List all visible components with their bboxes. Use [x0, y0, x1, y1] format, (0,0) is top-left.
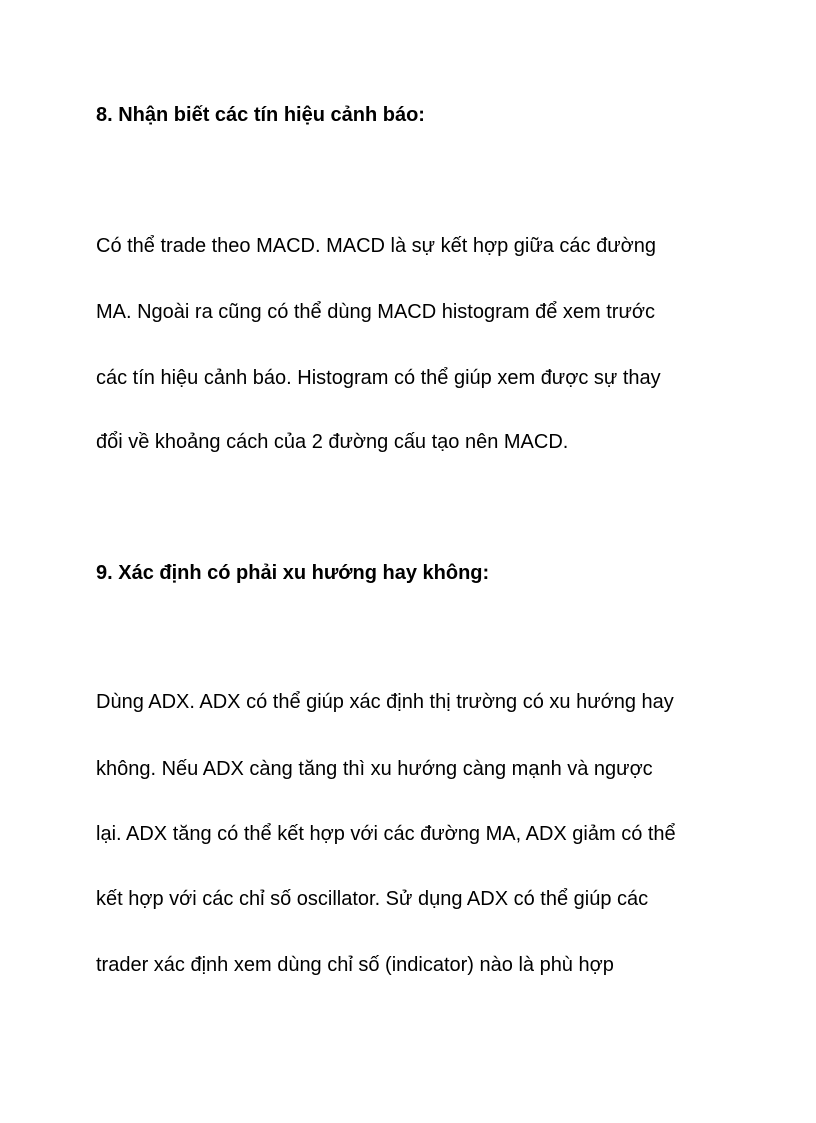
section-9-heading: 9. Xác định có phải xu hướng hay không:: [96, 562, 490, 584]
section-8-paragraph-line: các tín hiệu cảnh báo. Histogram có thể giúp xem được sự thay: [96, 367, 661, 389]
section-8-paragraph-line: Có thể trade theo MACD. MACD là sự kết hợp giữa các đường: [96, 235, 656, 257]
section-8-heading: 8. Nhận biết các tín hiệu cảnh báo:: [96, 104, 425, 126]
section-9-paragraph-line: kết hợp với các chỉ số oscillator. Sử dụng ADX có thể giúp các: [96, 888, 649, 910]
section-8-paragraph-line: đổi về khoảng cách của 2 đường cấu tạo nên MACD.: [96, 431, 569, 453]
section-8-paragraph-line: MA. Ngoài ra cũng có thể dùng MACD histogram để xem trước: [96, 301, 655, 323]
section-9-paragraph-line: trader xác định xem dùng chỉ số (indicator) nào là phù hợp: [96, 954, 614, 976]
section-9-paragraph-line: không. Nếu ADX càng tăng thì xu hướng càng mạnh và ngược: [96, 758, 653, 780]
section-9-paragraph-line: lại. ADX tăng có thể kết hợp với các đường MA, ADX giảm có thể: [96, 823, 676, 845]
section-9-paragraph-line: Dùng ADX. ADX có thể giúp xác định thị trường có xu hướng hay: [96, 691, 674, 713]
